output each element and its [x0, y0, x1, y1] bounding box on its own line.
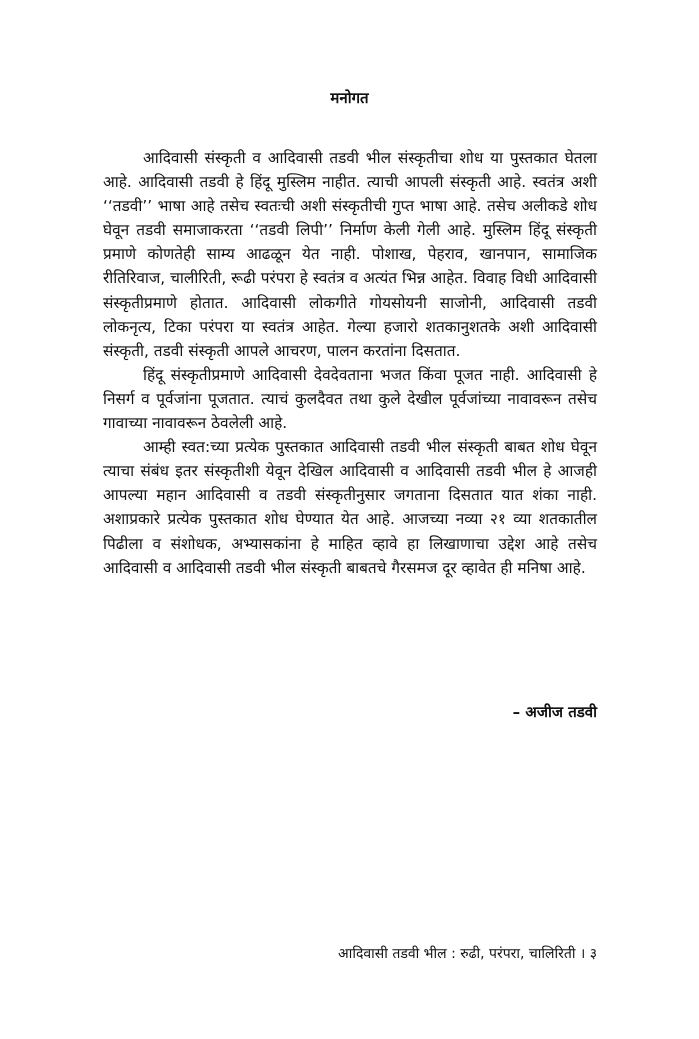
page-footer: आदिवासी तडवी भील : रुढी, परंपरा, चालिरिती । ३: [338, 946, 597, 962]
paragraph-3: आम्ही स्वत:च्या प्रत्येक पुस्तकात आदिवासी तडवी भील संस्कृती बाबत शोध घेवून त्याचा संबंध इतर संस्कृतीशी येवून देखिल आदिवासी व आदिवासी तडवी भील हे आजही आपल्या महान आदिवासी व तडवी संस्कृतीनुसार जगताना दिसतात यात शंका नाही. अशाप्रकारे प्रत्येक पुस्तकात शोध घेण्यात येत आहे. आजच्या नव्या २१ व्या शतकातील पिढीला व संशोधक, अभ्यासकांना हे माहित व्हावे हा लिखाणाचा उद्देश आहे तसेच आदिवासी व आदिवासी तडवी भील संस्कृती बाबतचे गैरसमज दूर व्हावेत ही मनिषा आहे.: [103, 438, 597, 577]
author-signature: – अजीज तडवी: [512, 703, 597, 721]
paragraph-1: आदिवासी संस्कृती व आदिवासी तडवी भील संस्कृतीचा शोध या पुस्तकात घेतला आहे. आदिवासी तडवी हे हिंदू मुस्लिम नाहीत. त्याची आपली संस्कृती आहे. स्वतंत्र अशी ‘‘तडवी’’ भाषा आहे तसेच स्वतःची अशी संस्कृतीची गुप्त भाषा आहे. तसेच अलीकडे शोध घेवून तडवी समाजाकरता ‘‘तडवी लिपी’’ निर्माण केली गेली आहे. मुस्लिम हिंदू संस्कृती प्रमाणे कोणतेही साम्य आढळून येत नाही. पोशाख, पेहराव, खानपान, सामाजिक रीतिरिवाज, चालीरिती, रूढी परंपरा हे स्वतंत्र व अत्यंत भिन्न आहेत. विवाह विधी आदिवासी संस्कृतीप्रमाणे होतात. आदिवासी लोकगीते गोयसोयनी साजोनी, आदिवासी तडवी लोकनृत्य, टिका परंपरा या स्वतंत्र आहेत. गेल्या हजारो शतकानुशतके अशी आदिवासी संस्कृती, तडवी संस्कृती आपले आचरण, पालन करतांना दिसतात.: [103, 149, 597, 360]
paragraph-2: हिंदू संस्कृतीप्रमाणे आदिवासी देवदेवताना भजत किंवा पूजत नाही. आदिवासी हे निसर्ग व पूर्वजांना पूजतात. त्याचं कुलदैवत तथा कुले देखील पूर्वजांच्या नावावरून तसेच गावाच्या नावावरून ठेवलेली आहे.: [103, 365, 597, 433]
body-text: [103, 146, 597, 580]
page-title: मनोगत: [330, 89, 369, 107]
